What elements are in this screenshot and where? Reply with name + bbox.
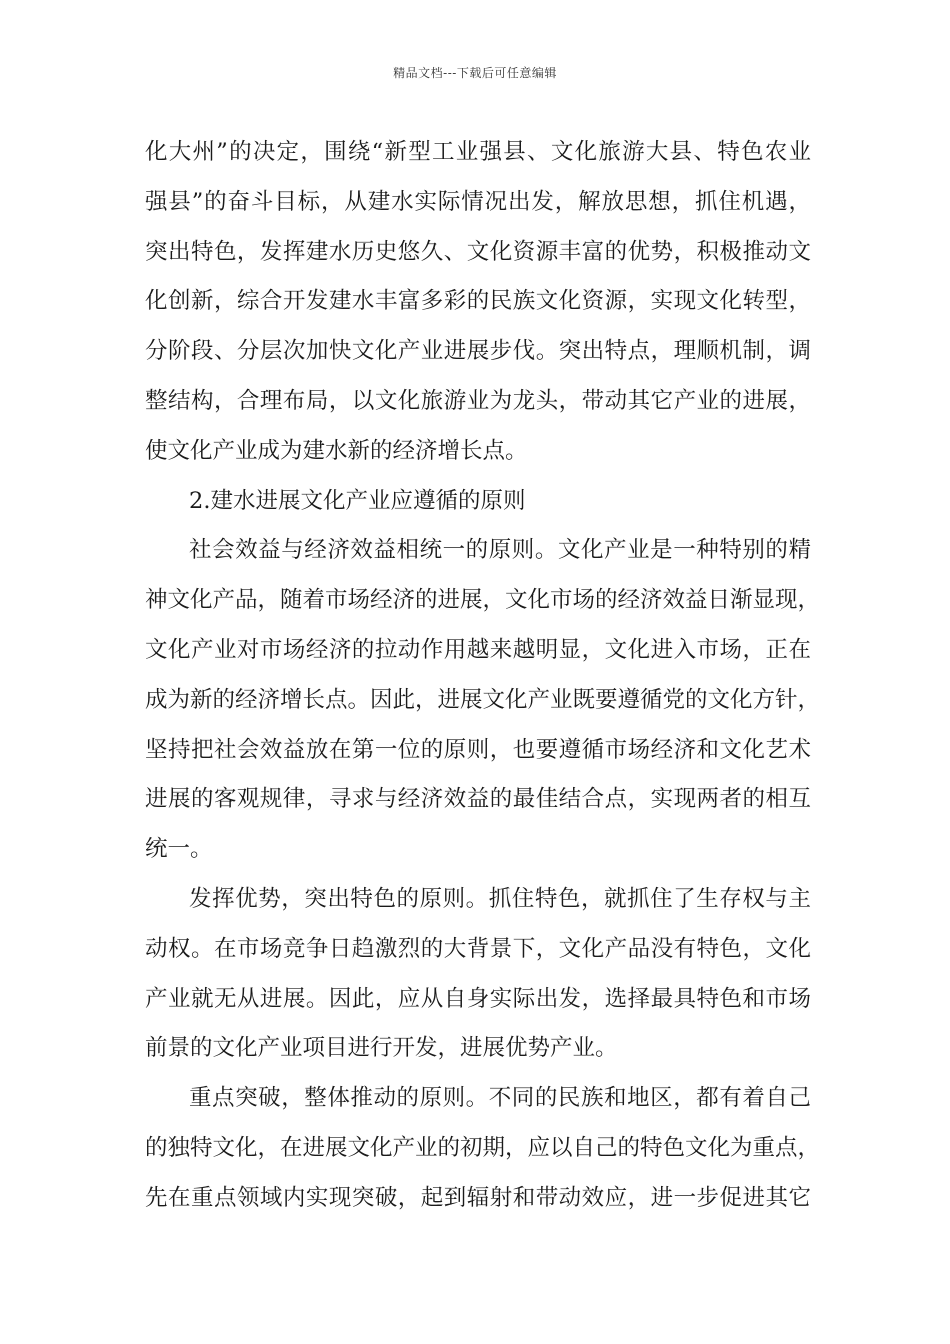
- text-line: 成为新的经济增长点。因此，进展文化产业既要遵循党的文化方针，: [145, 686, 821, 713]
- text-line: 统一。: [145, 836, 213, 863]
- text-line: 坚持把社会效益放在第一位的原则，也要遵循市场经济和文化艺术: [145, 736, 811, 763]
- text-line: 强县”的奋斗目标，从建水实际情况出发，解放思想，抓住机遇，: [145, 188, 811, 215]
- text-line: 整结构，合理布局，以文化旅游业为龙头，带动其它产业的进展，: [145, 387, 811, 414]
- text-line: 化创新，综合开发建水丰富多彩的民族文化资源，实现文化转型，: [145, 288, 811, 315]
- text-line: 的独特文化，在进展文化产业的初期，应以自己的特色文化为重点，: [145, 1134, 821, 1161]
- text-line: 动权。在市场竞争日趋激烈的大背景下，文化产品没有特色，文化: [145, 935, 811, 962]
- text-line: 使文化产业成为建水新的经济增长点。: [145, 437, 528, 464]
- text-line: 社会效益与经济效益相统一的原则。文化产业是一种特别的精: [189, 537, 811, 564]
- text-line: 文化产业对市场经济的拉动作用越来越明显，文化进入市场，正在: [145, 636, 811, 663]
- document-body: [145, 128, 821, 1224]
- text-line: 化大州”的决定，围绕“新型工业强县、文化旅游大县、特色农业: [145, 139, 811, 165]
- text-line: 分阶段、分层次加快文化产业进展步伐。突出特点，理顺机制，调: [145, 338, 811, 365]
- text-line: 重点突破，整体推动的原则。不同的民族和地区，都有着自己: [189, 1085, 811, 1112]
- text-line: 进展的客观规律，寻求与经济效益的最佳结合点，实现两者的相互: [145, 786, 811, 813]
- page-header: 精品文档---下载后可任意编辑: [393, 66, 557, 80]
- text-line: 2.建水进展文化产业应遵循的原则: [189, 487, 526, 514]
- text-line: 产业就无从进展。因此，应从自身实际出发，选择最具特色和市场: [145, 985, 811, 1012]
- text-line: 前景的文化产业项目进行开发，进展优势产业。: [145, 1035, 618, 1062]
- text-line: 先在重点领域内实现突破，起到辐射和带动效应，进一步促进其它: [145, 1184, 811, 1211]
- text-line: 突出特色，发挥建水历史悠久、文化资源丰富的优势，积极推动文: [145, 238, 811, 265]
- text-line: 发挥优势，突出特色的原则。抓住特色，就抓住了生存权与主: [189, 885, 811, 912]
- text-line: 神文化产品，随着市场经济的进展，文化市场的经济效益日渐显现，: [145, 587, 821, 614]
